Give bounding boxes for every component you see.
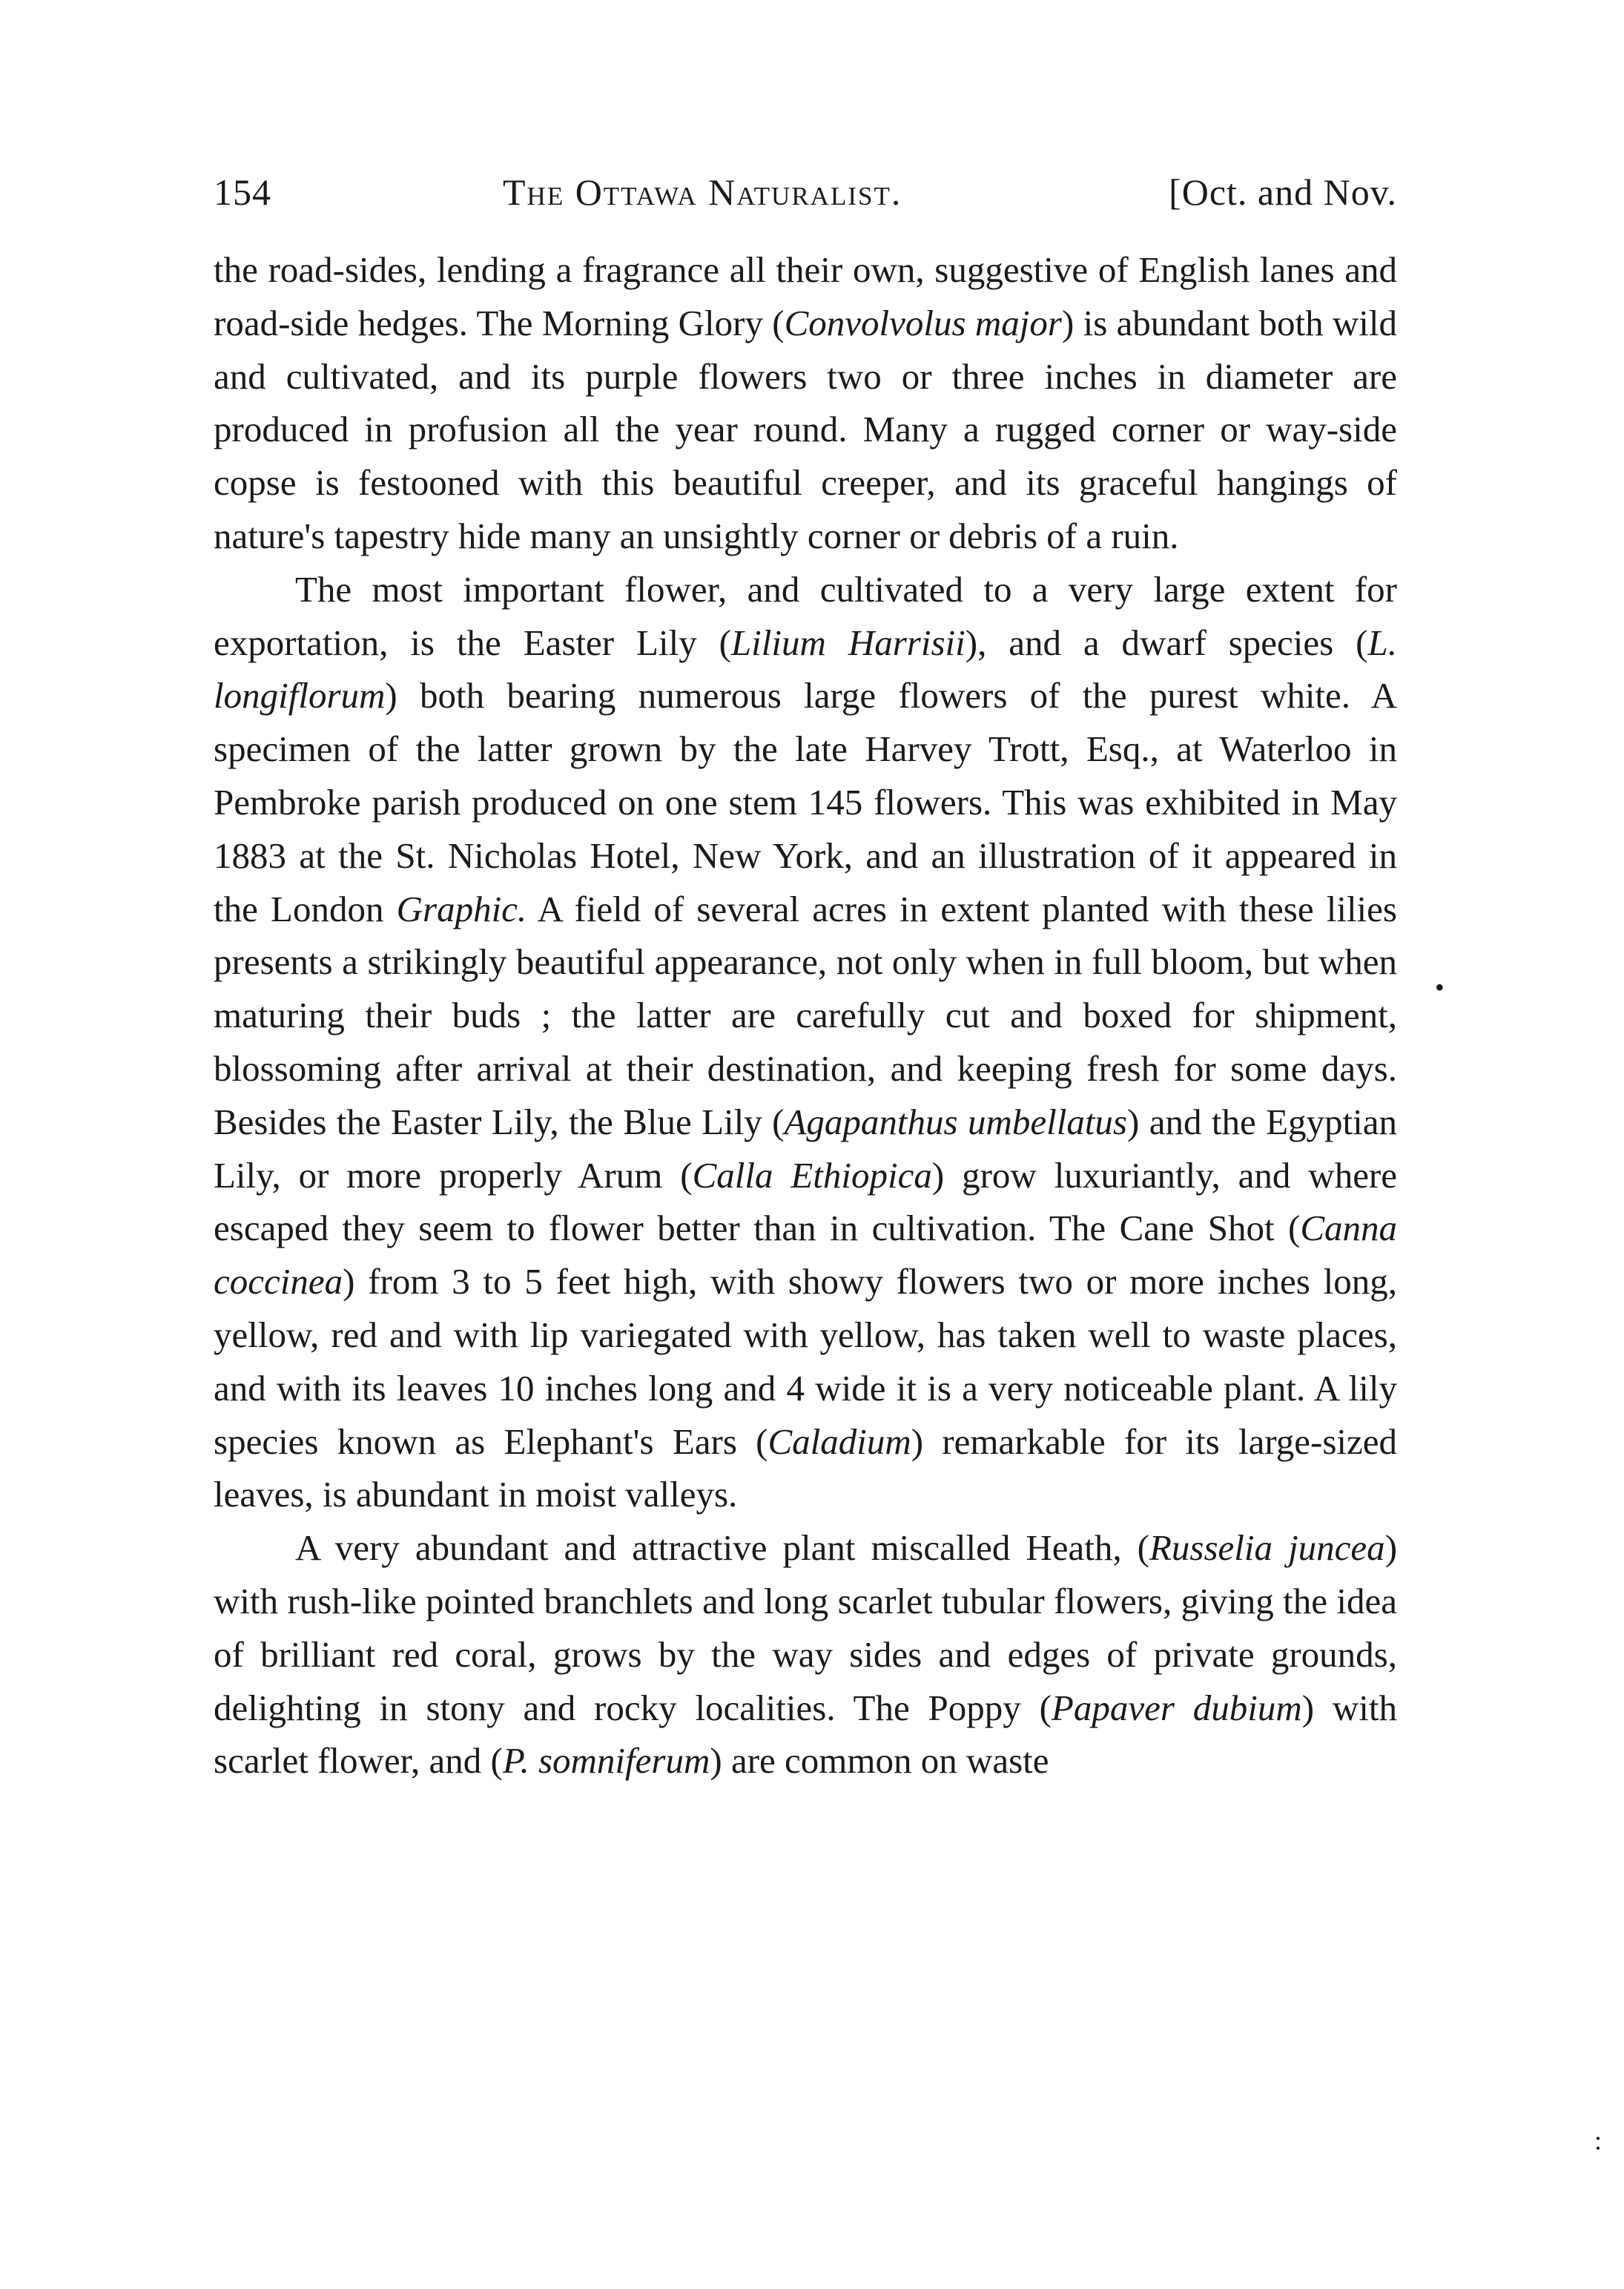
text-run: A field of several acres in extent planted with these lilies presents a strikingly beautiful appearance, not only when in full bloom, but when maturing their buds ; the latter are carefully cut and boxed for shipment, blossoming after arrival at their destination, and keeping fresh for some days. Besides the Easter Lily, the Blue Lily (: [214, 888, 1397, 1142]
text-run: ) both bearing numerous large flowers of the purest white. A specimen of the latter grown by the late Harvey Trott, Esq., at Waterloo in Pembroke parish produced on one stem 145 flowers. This was exhibited in May 1883 at the St. Nicholas Hotel, New York, and an illustration of it appeared in the London: [214, 675, 1397, 929]
italic-term: Russelia juncea: [1149, 1527, 1385, 1569]
text-run: ) with rush-like pointed branchlets and long scarlet tubular flowers, giving the idea of brilliant red coral, grows by the way sides and edges of private grounds, delighting in stony and rocky localities. The Poppy (: [214, 1527, 1398, 1728]
text-run: ) are common on waste: [710, 1740, 1049, 1782]
italic-term: Caladium: [768, 1420, 911, 1462]
text-run: ) from 3 to 5 feet high, with showy flowers two or more inches long, yellow, red and with lip variegated with yellow, has taken well to waste places, and with its leaves 10 inches long and 4 wide it is a very noticeable plant. A lily species known as Elephant's Ears (: [214, 1261, 1397, 1462]
text-run: ) grow luxuriantly, and where escaped they seem to flower better than in cultivation. The Cane Shot (: [214, 1154, 1398, 1249]
italic-term: Convolvolus major: [784, 302, 1062, 343]
text-run: ) is abundant both wild and cultivated, and its purple flowers two or three inches in diameter are produced in profusion all the year round. Many a rugged corner or way-side copse is festooned with this beautiful creeper, and its graceful hangings of nature's tapestry hide many an unsightly corner or debris of a ruin.: [214, 302, 1398, 556]
margin-colon-mark: :: [1594, 2126, 1602, 2155]
paragraph: [214, 1521, 1397, 1788]
italic-term: Graphic.: [396, 888, 527, 929]
paragraph: [214, 563, 1397, 1521]
running-head: [214, 148, 1397, 223]
text-run: ), and a dwarf species (: [965, 622, 1368, 663]
paragraph: [214, 243, 1397, 563]
italic-term: Lilium Harrisii: [730, 622, 966, 663]
italic-term: Canna coccinea: [214, 1208, 1397, 1302]
article-body: [214, 243, 1397, 1788]
journal-title: The Ottawa Naturalist.: [503, 171, 902, 213]
text-run: ) and the Egyptian Lily, or more properly Arum (: [214, 1101, 1397, 1196]
page-number: 154: [214, 171, 271, 213]
italic-term: L. longiflorum: [214, 622, 1397, 717]
text-run: ) with scarlet flower, and (: [214, 1687, 1398, 1782]
text-run: ) remarkable for its large-sized leaves, is abundant in moist valleys.: [214, 1420, 1397, 1515]
issue-date: [Oct. and Nov.: [1169, 171, 1397, 213]
italic-term: Calla Ethiopica: [692, 1154, 932, 1196]
page: [214, 148, 1397, 1788]
text-run: A very abundant and attractive plant miscalled Heath, (: [295, 1527, 1149, 1569]
text-run: the road-sides, lending a fragrance all their own, suggestive of English lanes and road-side hedges. The Morning Glory (: [214, 249, 1397, 343]
italic-term: Agapanthus umbellatus: [784, 1101, 1128, 1142]
margin-dot-mark: •: [1435, 972, 1445, 1002]
italic-term: P. somniferum: [502, 1740, 710, 1782]
italic-term: Papaver dubium: [1051, 1687, 1302, 1728]
text-run: The most important flower, and cultivated to a very large extent for exportation, is the Easter Lily (: [214, 568, 1397, 663]
